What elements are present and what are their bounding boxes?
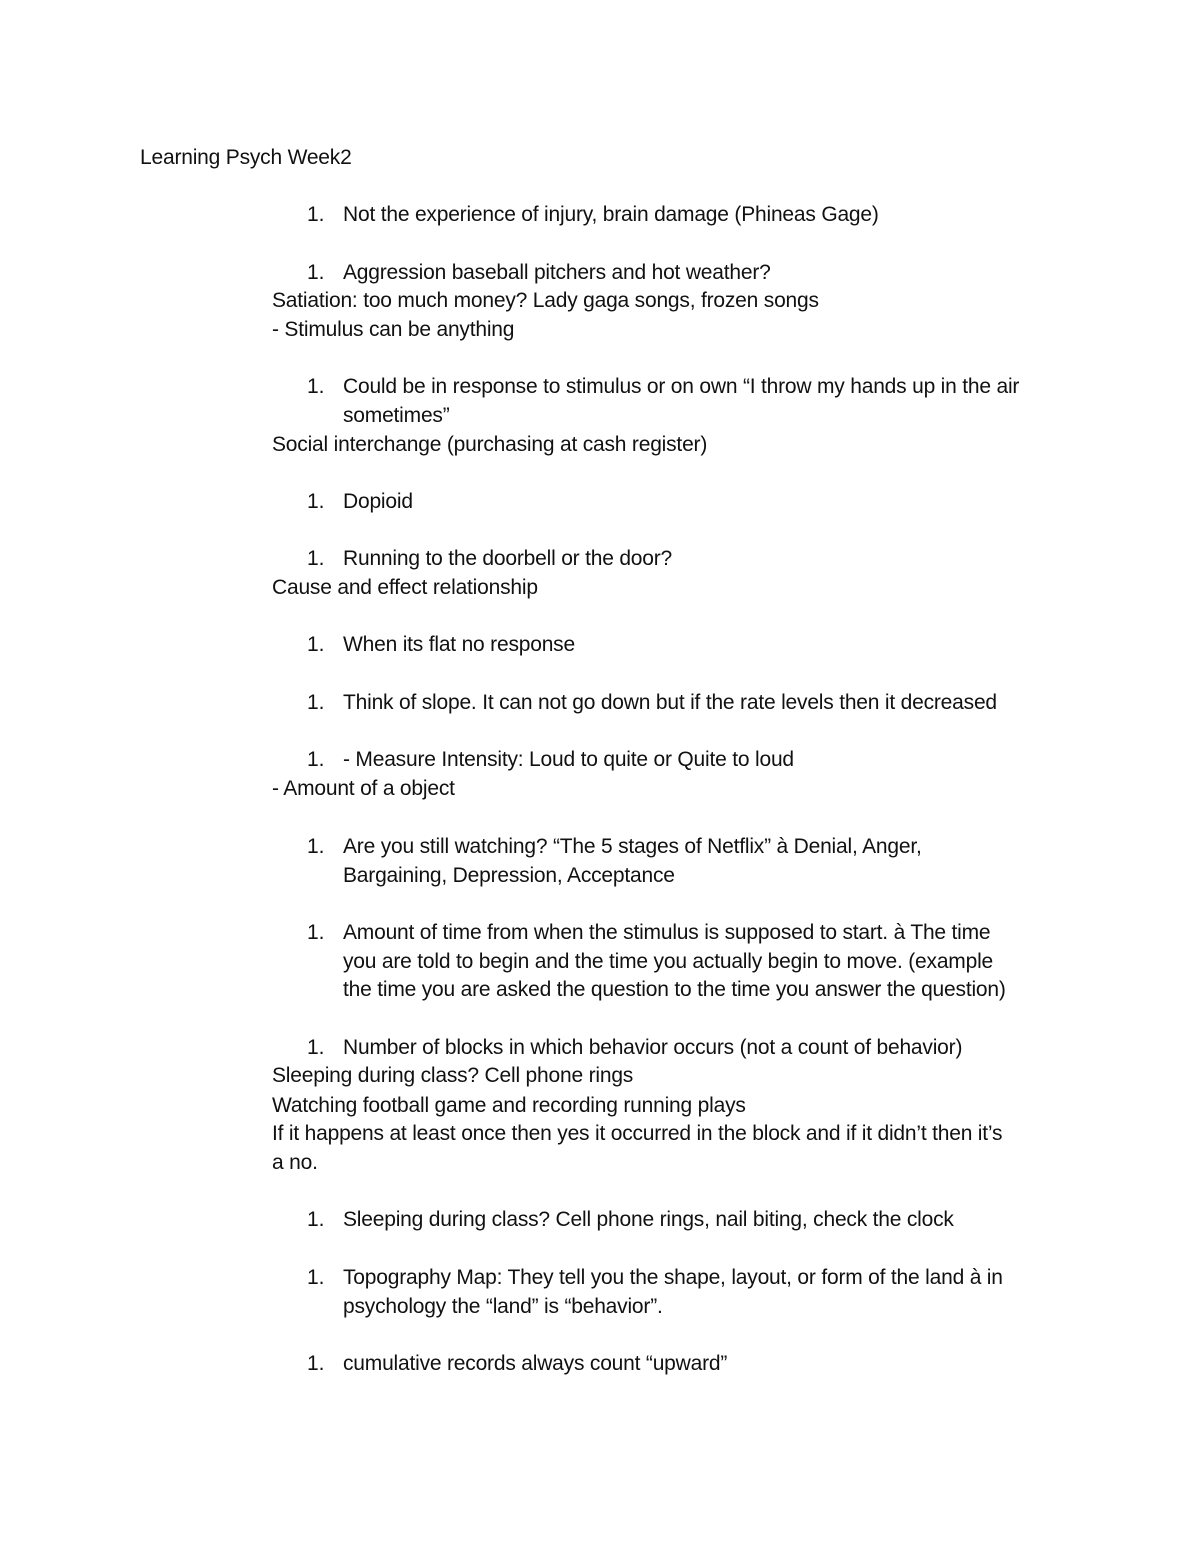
list-item: Could be in response to stimulus or on own “I throw my hands up in the air <box>343 375 1020 398</box>
list-item: - Measure Intensity: Loud to quite or Quite to loud <box>343 748 794 771</box>
list-item-continuation: sometimes” <box>343 404 450 427</box>
list-number: 1. <box>307 835 325 858</box>
list-item: Are you still watching? “The 5 stages of Netflix” à Denial, Anger, <box>343 835 922 858</box>
list-number: 1. <box>307 490 325 513</box>
note-line: Satiation: too much money? Lady gaga songs, frozen songs <box>272 289 819 312</box>
list-item-continuation: psychology the “land” is “behavior”. <box>343 1295 663 1318</box>
note-line: If it happens at least once then yes it occurred in the block and if it didn’t then it’s <box>272 1122 1003 1145</box>
list-item: cumulative records always count “upward” <box>343 1352 728 1375</box>
list-number: 1. <box>307 1266 325 1289</box>
list-item: Think of slope. It can not go down but if the rate levels then it decreased <box>343 691 997 714</box>
list-number: 1. <box>307 748 325 771</box>
list-number: 1. <box>307 261 325 284</box>
list-item: Amount of time from when the stimulus is supposed to start. à The time <box>343 921 991 944</box>
list-item: Aggression baseball pitchers and hot weather? <box>343 261 771 284</box>
list-item: When its flat no response <box>343 633 575 656</box>
list-number: 1. <box>307 691 325 714</box>
note-line: Cause and effect relationship <box>272 576 538 599</box>
list-number: 1. <box>307 921 325 944</box>
note-line: a no. <box>272 1151 318 1174</box>
list-number: 1. <box>307 1352 325 1375</box>
note-line: Watching football game and recording running plays <box>272 1094 746 1117</box>
list-item: Sleeping during class? Cell phone rings, nail biting, check the clock <box>343 1208 954 1231</box>
list-item-continuation: you are told to begin and the time you actually begin to move. (example <box>343 950 994 973</box>
list-number: 1. <box>307 547 325 570</box>
list-item-continuation: the time you are asked the question to the time you answer the question) <box>343 978 1006 1001</box>
list-item-continuation: Bargaining, Depression, Acceptance <box>343 864 675 887</box>
note-line: Sleeping during class? Cell phone rings <box>272 1064 634 1087</box>
list-item: Number of blocks in which behavior occurs (not a count of behavior) <box>343 1036 963 1059</box>
list-item: Dopioid <box>343 490 413 513</box>
list-number: 1. <box>307 1036 325 1059</box>
document-title: Learning Psych Week2 <box>140 146 352 169</box>
list-item: Running to the doorbell or the door? <box>343 547 673 570</box>
list-number: 1. <box>307 203 325 226</box>
note-line: - Stimulus can be anything <box>272 318 515 341</box>
note-line: - Amount of a object <box>272 777 455 800</box>
list-number: 1. <box>307 375 325 398</box>
note-line: Social interchange (purchasing at cash register) <box>272 433 708 456</box>
list-number: 1. <box>307 1208 325 1231</box>
list-item: Topography Map: They tell you the shape, layout, or form of the land à in <box>343 1266 1003 1289</box>
list-item: Not the experience of injury, brain damage (Phineas Gage) <box>343 203 879 226</box>
list-number: 1. <box>307 633 325 656</box>
